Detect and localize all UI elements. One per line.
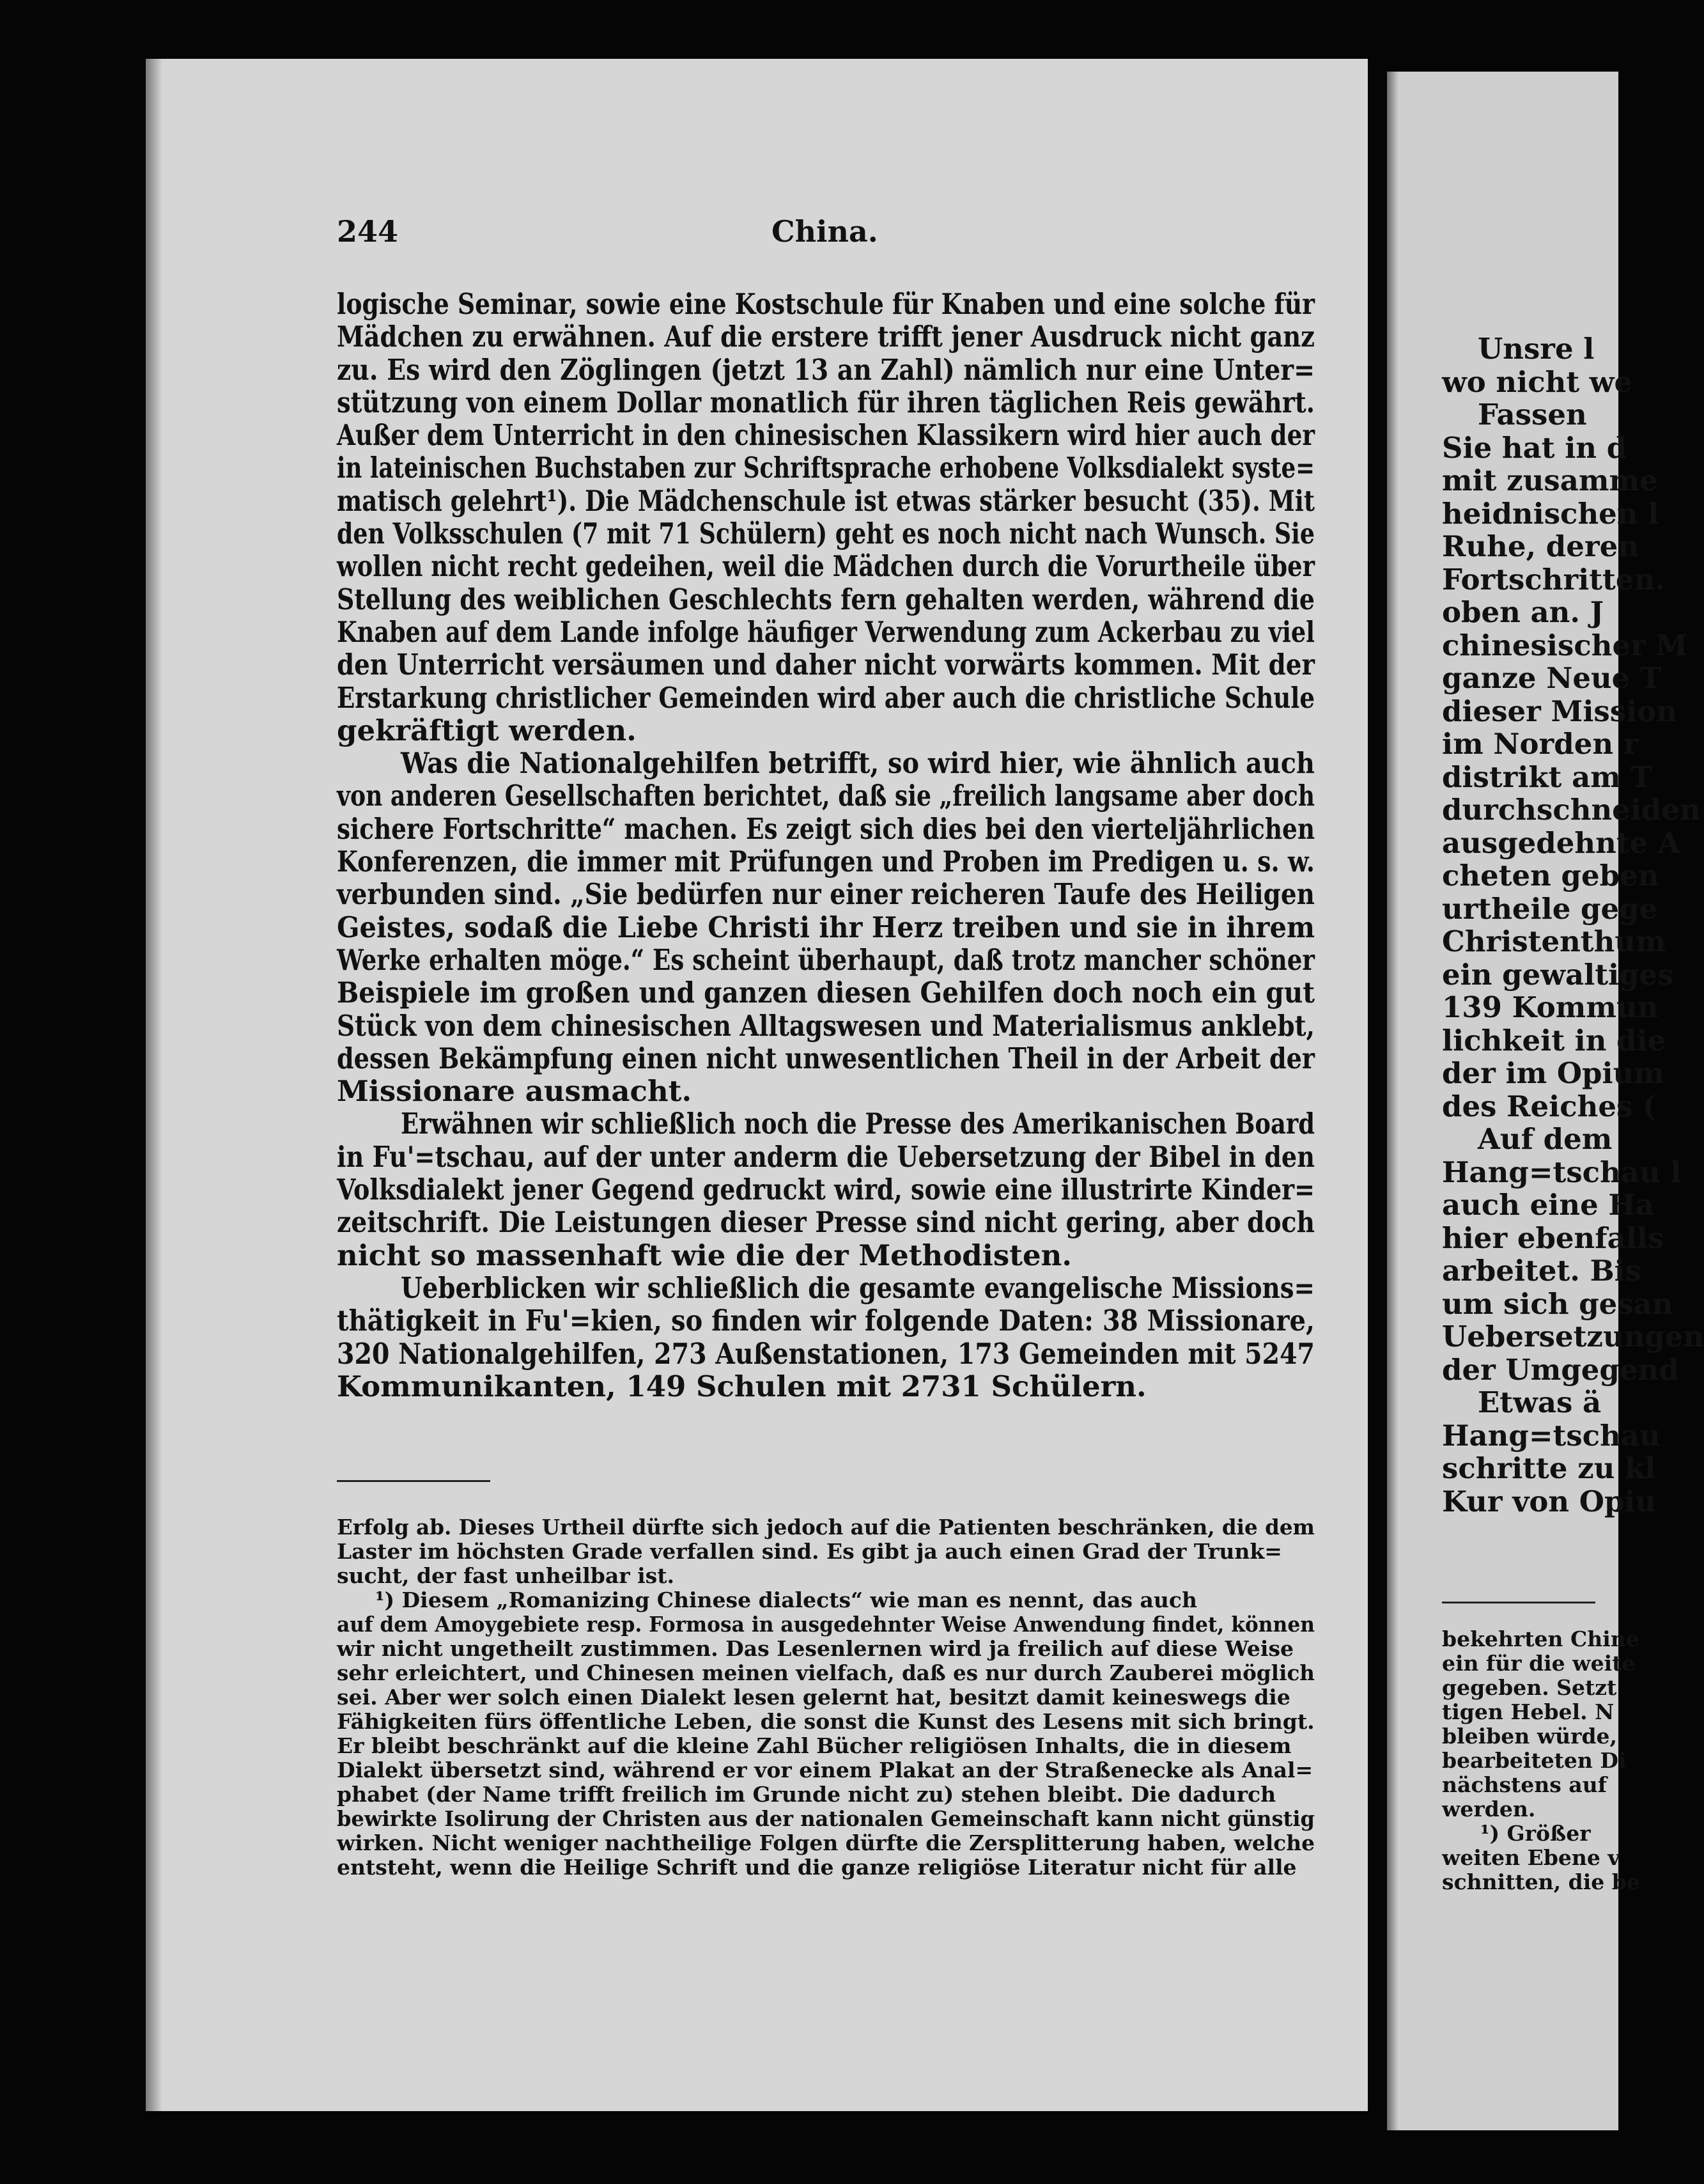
right-footnote-line: bekehrten Chine — [1442, 1626, 1639, 1651]
footnote-line: Erfolg ab. Dieses Urtheil dürfte sich jedoch auf die Patienten beschränken, die dem — [337, 1515, 1315, 1540]
right-footnotes-block — [1442, 1626, 1640, 1894]
page-header — [337, 214, 1315, 253]
right-text-line: mit zusamme — [1442, 464, 1658, 497]
right-footnote-line: ein für die weite — [1442, 1651, 1636, 1676]
text-line: dessen Bekämpfung einen nicht unwesentlichen Theil in der Arbeit der — [337, 1041, 1315, 1075]
footnote-line: phabet (der Name trifft freilich im Grunde nicht zu) stehen bleibt. Die dadurch — [337, 1782, 1276, 1807]
footnote-line: sucht, der fast unheilbar ist. — [337, 1563, 674, 1588]
right-footnote-line: werden. — [1442, 1797, 1536, 1821]
text-line: Kommunikanten, 149 Schulen mit 2731 Schülern. — [337, 1369, 1147, 1403]
right-text-line: ganze Neue T — [1442, 661, 1662, 695]
right-footnote-line: bleiben würde, — [1442, 1724, 1618, 1749]
page-number: 244 — [337, 214, 399, 249]
footnote-line: Dialekt übersetzt sind, während er vor einem Plakat an der Straßenecke als Anal= — [337, 1758, 1313, 1782]
right-text-line: Fassen — [1478, 398, 1587, 432]
text-line: in Fu'=tschau, auf der unter anderm die Uebersetzung der Bibel in den — [337, 1139, 1315, 1174]
text-line: gekräftigt werden. — [337, 713, 637, 747]
right-text-line: Unsre l — [1478, 332, 1595, 366]
right-footnote-line: ¹) Größer — [1480, 1821, 1591, 1846]
footnote-line: Laster im höchsten Grade verfallen sind. Es gibt ja auch einen Grad der Trunk= — [337, 1539, 1282, 1564]
right-text-line: Fortschritten. — [1442, 562, 1665, 597]
right-text-line: um sich gesan — [1442, 1286, 1673, 1321]
right-text-line: urtheile gege — [1442, 891, 1658, 926]
text-line: Knaben auf dem Lande infolge häufiger Verwendung zum Ackerbau zu viel — [337, 614, 1315, 649]
footnotes-block — [337, 1515, 1315, 1880]
right-text-line: lichkeit in die — [1442, 1023, 1666, 1057]
right-text-line: des Reiches ( — [1442, 1089, 1657, 1123]
right-text-line: distrikt am T — [1442, 760, 1653, 794]
text-line: Volksdialekt jener Gegend gedruckt wird, sowie eine illustrirte Kinder= — [337, 1173, 1315, 1207]
right-text-line: ein gewaltiges — [1442, 957, 1674, 992]
right-text-line: auch eine Ha — [1442, 1188, 1655, 1222]
right-text-line: hier ebenfalls — [1442, 1221, 1664, 1255]
text-line: Was die Nationalgehilfen betrifft, so wird hier, wie ähnlich auch — [401, 746, 1315, 781]
footnote-rule — [337, 1480, 490, 1482]
text-line: den Unterricht versäumen und daher nicht vorwärts kommen. Mit der — [337, 648, 1315, 682]
right-footnote-line: nächstens auf — [1442, 1772, 1607, 1797]
right-text-line: Christenthum — [1442, 924, 1666, 958]
right-text-line: im Norden r — [1442, 727, 1639, 761]
right-footnote-line: tigen Hebel. N — [1442, 1699, 1615, 1724]
right-text-line: Uebersetzungen — [1442, 1320, 1704, 1353]
right-text-line: Hang=tschau — [1442, 1418, 1661, 1453]
text-line: verbunden sind. „Sie bedürfen nur einer reicheren Taufe des Heiligen — [337, 877, 1315, 912]
right-text-line: durchschneiden — [1442, 793, 1701, 827]
text-line: den Volksschulen (7 mit 71 Schülern) geht es noch nicht nach Wunsch. Sie — [337, 517, 1315, 551]
right-text-line: cheten geben — [1442, 859, 1659, 893]
text-line: Erstarkung christlicher Gemeinden wird aber auch die christliche Schule — [337, 680, 1315, 715]
main-text-block — [337, 288, 1315, 1403]
right-text-line: schritte zu kl — [1442, 1451, 1656, 1485]
footnote-line: auf dem Amoygebiete resp. Formosa in ausgedehnter Weise Anwendung findet, können — [337, 1612, 1315, 1637]
text-line: in lateinischen Buchstaben zur Schriftsprache erhobene Volksdialekt syste= — [337, 451, 1315, 485]
text-line: Werke erhalten möge.“ Es scheint überhaupt, daß trotz mancher schöner — [337, 942, 1315, 977]
text-line: Mädchen zu erwähnen. Auf die erstere trifft jener Ausdruck nicht ganz — [337, 320, 1315, 354]
right-text-line: der Umgegend — [1442, 1352, 1679, 1387]
right-text-line: Ruhe, deren — [1442, 529, 1639, 563]
right-footnote-line: weiten Ebene v — [1442, 1845, 1620, 1870]
footnote-line: ¹) Diesem „Romanizing Chinese dialects“ wie man es nennt, das auch — [375, 1587, 1197, 1612]
text-line: sichere Fortschritte“ machen. Es zeigt sich dies bei den vierteljährlichen — [337, 811, 1315, 846]
text-line: stützung von einem Dollar monatlich für ihren täglichen Reis gewährt. — [337, 385, 1315, 419]
right-text-line: Sie hat in d — [1442, 430, 1627, 465]
text-line: Stellung des weiblichen Geschlechts fern gehalten werden, während die — [337, 582, 1315, 616]
footnote-line: sehr erleichtert, und Chinesen meinen vielfach, daß es nur durch Zauberei möglich — [337, 1660, 1315, 1685]
footnote-line: Fähigkeiten fürs öffentliche Leben, die sonst die Kunst des Lesens mit sich bringt. — [337, 1709, 1315, 1734]
right-text-line: Kur von Opiu — [1442, 1484, 1657, 1518]
right-footnote-line: gegeben. Setzt — [1442, 1675, 1617, 1700]
text-line: matisch gelehrt¹). Die Mädchenschule ist etwas stärker besucht (35). Mit — [337, 483, 1315, 518]
footnote-line: wir nicht ungetheilt zustimmen. Das Lesenlernen wird ja freilich auf diese Weise — [337, 1636, 1294, 1661]
right-text-line: der im Opium — [1442, 1056, 1664, 1090]
footnote-line: sei. Aber wer solch einen Dialekt lesen gelernt hat, besitzt damit keineswegs die — [337, 1685, 1290, 1710]
running-title: China. — [771, 214, 878, 249]
footnote-line: bewirkte Isolirung der Christen aus der nationalen Gemeinschaft kann nicht günstig — [337, 1806, 1315, 1831]
right-text-line: dieser Mission — [1442, 694, 1677, 728]
text-line: nicht so massenhaft wie die der Methodisten. — [337, 1238, 1072, 1272]
right-footnote-line: schnitten, die be — [1442, 1869, 1640, 1894]
footnote-line: entsteht, wenn die Heilige Schrift und die ganze religiöse Literatur nicht für alle — [337, 1855, 1297, 1880]
right-footnote-rule — [1442, 1602, 1595, 1603]
right-page-text-block — [1442, 332, 1704, 1518]
text-line: Missionare ausmacht. — [337, 1074, 692, 1109]
right-text-line: Hang=tschau l — [1442, 1155, 1682, 1189]
text-line: Ueberblicken wir schließlich die gesamte evangelische Missions= — [401, 1270, 1315, 1305]
text-line: Erwähnen wir schließlich noch die Presse des Amerikanischen Board — [401, 1107, 1315, 1141]
text-line: Außer dem Unterricht in den chinesischen Klassikern wird hier auch der — [337, 418, 1315, 453]
text-line: Konferenzen, die immer mit Prüfungen und Proben im Predigen u. s. w. — [337, 845, 1315, 879]
text-line: von anderen Gesellschaften berichtet, daß sie „freilich langsame aber doch — [337, 779, 1315, 813]
text-line: zeitschrift. Die Leistungen dieser Presse sind nicht gering, aber doch — [337, 1205, 1315, 1240]
right-text-line: Etwas ä — [1478, 1385, 1602, 1419]
text-line: thätigkeit in Fu'=kien, so finden wir folgende Daten: 38 Missionare, — [337, 1304, 1315, 1338]
right-text-line: chinesischer M — [1442, 628, 1688, 662]
text-line: zu. Es wird den Zöglingen (jetzt 13 an Zahl) nämlich nur eine Unter= — [337, 352, 1315, 387]
text-line: Stück von dem chinesischen Alltagswesen und Materialismus anklebt, — [337, 1008, 1315, 1043]
right-text-line: wo nicht we — [1442, 364, 1633, 399]
right-text-line: arbeitet. Bis — [1442, 1254, 1642, 1288]
right-text-line: heidnischen l — [1442, 496, 1659, 531]
text-line: 320 Nationalgehilfen, 273 Außenstationen, 173 Gemeinden mit 5247 — [337, 1336, 1315, 1371]
text-line: Beispiele im großen und ganzen diesen Gehilfen doch noch ein gut — [337, 976, 1315, 1010]
text-line: logische Seminar, sowie eine Kostschule für Knaben und eine solche für — [337, 287, 1315, 321]
footnote-line: wirken. Nicht weniger nachtheilige Folgen dürfte die Zersplitterung haben, welche — [337, 1830, 1315, 1855]
right-footnote-line: bearbeiteten Di — [1442, 1748, 1627, 1773]
right-text-line: ausgedehnte A — [1442, 825, 1680, 860]
right-text-line: Auf dem — [1478, 1122, 1613, 1156]
text-line: Geistes, sodaß die Liebe Christi ihr Herz treiben und sie in ihrem — [337, 910, 1315, 944]
text-line: wollen nicht recht gedeihen, weil die Mädchen durch die Vorurtheile über — [337, 549, 1315, 584]
footnote-line: Er bleibt beschränkt auf die kleine Zahl Bücher religiösen Inhalts, die in diesem — [337, 1733, 1292, 1758]
right-text-line: oben an. J — [1442, 595, 1604, 629]
right-text-line: 139 Kommun — [1442, 990, 1659, 1024]
